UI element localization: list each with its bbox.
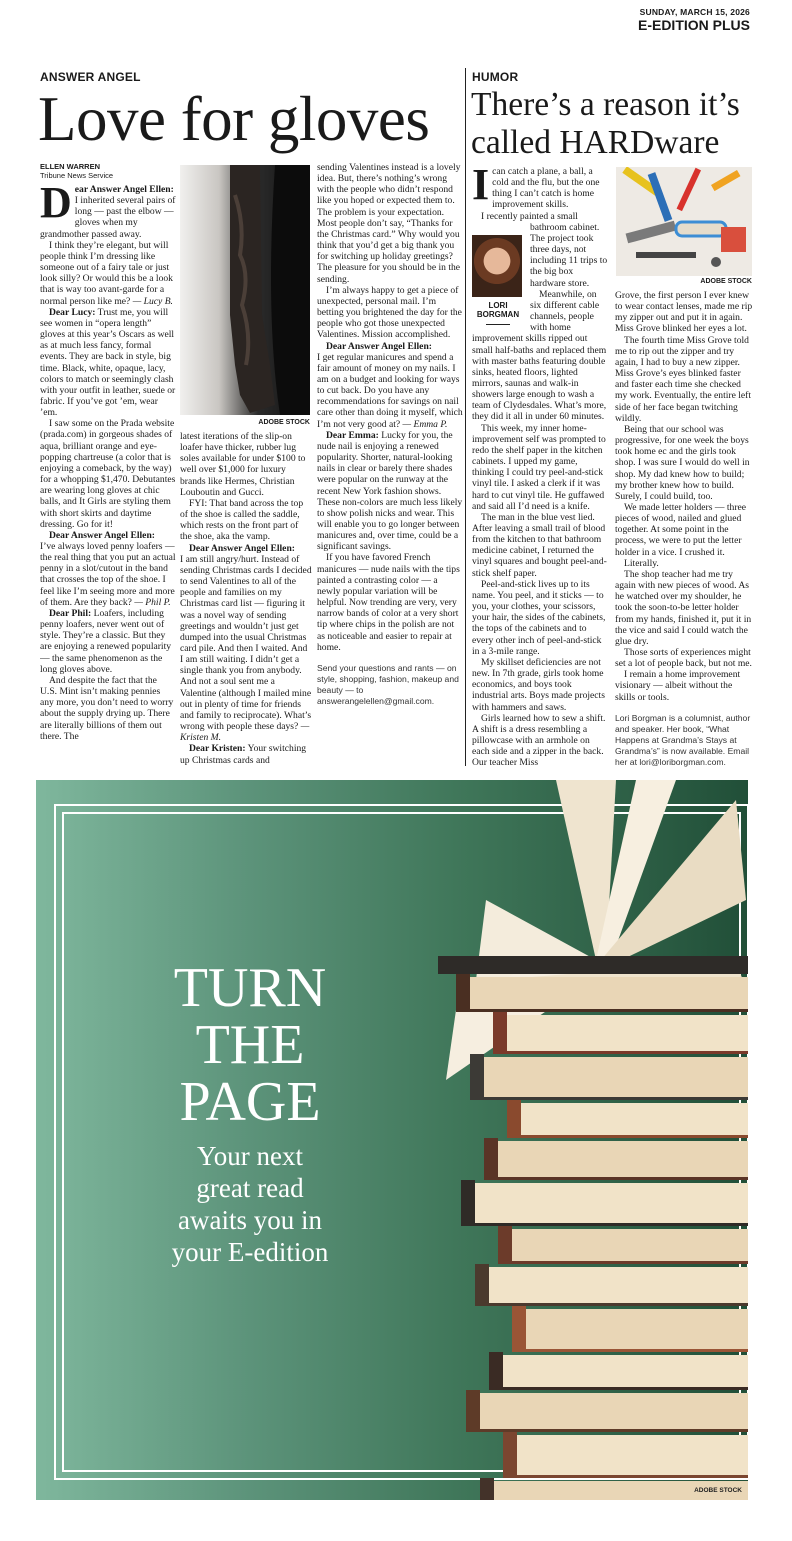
paragraph-text: I remain a home improvement visionary — albeit without the skills or tools. bbox=[615, 669, 741, 703]
headline-line: There’s a reason it’s bbox=[471, 86, 740, 123]
paragraph-text: Girls learned how to sew a shift. A shift is a dress resembling a pillowcase with an armhole on each side and a zipper in the back. Our teacher Miss bbox=[472, 712, 606, 768]
paragraph-text: I am still angry/hurt. Instead of sending Christmas cards I decided to send Valentines to all of the people and families on my Christmas card list — figuring it was a novel way of sending greetings and wouldn’t just get dumped into the usual Christmas card pile. And then I waited. And I am still waiting. I didn’t get a single thank you from anybody. And not a soul sent me a Valentine (although I mailed mine out in plenty of time for friends and family to reciprocate). What’s wrong with people these days? bbox=[180, 553, 312, 733]
paragraph-text: Lucky for you, the nude nail is enjoying a renewed popularity. Shorter, natural-looking nails in clear or barely there shades were popular on the runway at the recent New York fashion shows. These non-colors are much less likely to show polish nicks and wear. This will enable you to go longer between manicures and, over time, could be a significant savings. bbox=[317, 429, 463, 553]
paragraph bbox=[40, 240, 176, 307]
book-spine bbox=[480, 1478, 494, 1500]
book-cover bbox=[489, 1387, 748, 1390]
paragraph bbox=[472, 657, 609, 713]
ad-subtitle-line: your E-edition bbox=[171, 1237, 329, 1267]
paragraph-text: I inherited several pairs of long — past the elbow — gloves when my grandmother passed away. bbox=[40, 195, 176, 240]
photo-credit: ADOBE STOCK bbox=[700, 278, 752, 285]
paragraph-text: latest iterations of the slip-on loafer have thicker, rubber lug soles available for under $100 to well over $1,000 for luxury brands like Hermes, Christian Louboutin and Gucci. bbox=[180, 431, 306, 498]
left-headline: Love for gloves bbox=[38, 84, 430, 154]
author-photo bbox=[472, 235, 522, 297]
byline-org: Tribune News Service bbox=[40, 171, 114, 180]
column-text bbox=[180, 431, 312, 766]
book-cover bbox=[493, 1051, 748, 1054]
column-text bbox=[472, 166, 609, 211]
question-lead: Dear Answer Angel Ellen: bbox=[189, 542, 295, 554]
paragraph bbox=[615, 424, 753, 502]
book-pages bbox=[480, 1393, 748, 1429]
paragraph bbox=[615, 290, 753, 335]
left-column-1 bbox=[40, 162, 176, 768]
paragraph bbox=[615, 335, 753, 424]
right-kicker: HUMOR bbox=[472, 70, 519, 84]
book-cover bbox=[484, 1177, 748, 1180]
book-spine bbox=[512, 1306, 526, 1352]
right-column-5 bbox=[615, 290, 753, 768]
paragraph bbox=[472, 166, 609, 211]
paragraph bbox=[180, 543, 312, 744]
headline-line: called HARDware bbox=[471, 124, 720, 161]
question-lead: Dear Phil: bbox=[49, 607, 92, 619]
question-lead: Dear Emma: bbox=[326, 429, 379, 441]
question-lead: Dear Answer Angel Ellen: bbox=[49, 529, 155, 541]
book-cover bbox=[503, 1475, 748, 1478]
signature: — Phil P. bbox=[134, 596, 171, 608]
book-cover bbox=[475, 1303, 748, 1306]
paragraph-text: I think they’re elegant, but will people think I’m dressing like someone out of a fairy tale or just look silly? Or would this be a look that is way too avant-garde for a normal person like me? bbox=[40, 239, 173, 307]
paragraph-text: Peel-and-stick lives up to its name. You peel, and it sticks — to you, your clothes, your scissors, your hair, the sides of the cabinets, the tops of the cabinets and to every other inch of peel-and-stick in a 3-mile range. bbox=[472, 578, 606, 657]
paragraph bbox=[472, 423, 609, 512]
book-spine bbox=[456, 974, 470, 1012]
book-cover bbox=[507, 1135, 748, 1138]
column-text bbox=[317, 162, 463, 653]
signature: — Lucy B. bbox=[132, 295, 173, 307]
paragraph-text: I get regular manicures and spend a fair amount of money on my nails. I am on a budget and looking for ways to cut back. Do you have any recommendations for savings on nail care other than doing it myself, which I’m not very good at? bbox=[317, 351, 463, 430]
book-pages bbox=[521, 1103, 748, 1135]
paragraph bbox=[40, 675, 176, 742]
paragraph bbox=[615, 647, 753, 669]
paragraph bbox=[317, 341, 463, 430]
paragraph-text: Trust me, you will see women in “opera length” gloves at this year’s Oscars as well as at much less fancy, formal events. They are back in style, big time. Black, white, opaque, lacy, colors to match or seemingly clash with your outfit in leather, suede or fabric. If you’ve got ’em, wear ’em. bbox=[40, 306, 176, 419]
ad-subtitle bbox=[120, 1140, 380, 1268]
book-pages bbox=[507, 1015, 748, 1051]
tools-image-icon bbox=[616, 167, 752, 276]
book-cover bbox=[461, 1223, 748, 1226]
paragraph-text: Those sorts of experiences might set a lot of people back, but not me. bbox=[615, 647, 752, 670]
paragraph bbox=[40, 307, 176, 419]
question-lead: Dear Lucy: bbox=[49, 306, 96, 318]
book-cover bbox=[466, 1429, 748, 1432]
right-headline bbox=[471, 86, 761, 162]
paragraph bbox=[472, 512, 609, 579]
paragraph-text: We made letter holders — three pieces of wood, nailed and glued together. At some point in the process, we were to put the letter holder in a vice. I crushed it. bbox=[615, 501, 747, 558]
signature: — Emma P. bbox=[402, 418, 448, 430]
author-name bbox=[472, 301, 524, 319]
left-kicker: ANSWER ANGEL bbox=[40, 70, 141, 84]
ad-subtitle-line: awaits you in bbox=[178, 1205, 322, 1235]
author-first: LORI bbox=[488, 300, 508, 310]
ad-title-line: PAGE bbox=[179, 1071, 321, 1133]
author-tagline: Lori Borgman is a columnist, author and speaker. Her book, “What Happens at Grandma’s Stays at Grandma’s” is now available. Email her at lori@loriborgman.com. bbox=[615, 712, 751, 767]
book-pages bbox=[489, 1267, 748, 1303]
book-cover bbox=[470, 1097, 748, 1100]
paragraph bbox=[40, 530, 176, 608]
book-spine bbox=[498, 1226, 512, 1264]
left-column-3 bbox=[317, 162, 463, 768]
paragraph bbox=[180, 498, 312, 543]
column-text bbox=[615, 290, 753, 703]
book-cover bbox=[512, 1349, 748, 1352]
paragraph-text: I recently painted a small bathroom cabinet. The project took three days, not including 11 trips to the big box hardware store. bbox=[481, 210, 608, 289]
book-spine bbox=[470, 1054, 484, 1100]
tools-photo bbox=[616, 167, 752, 276]
book-pages bbox=[484, 1057, 748, 1097]
book-cover bbox=[498, 1261, 748, 1264]
ad-subtitle-line: great read bbox=[196, 1173, 304, 1203]
paragraph-text: can catch a plane, a ball, a cold and the flu, but the one thing I can’t catch is home improvement skills. bbox=[492, 166, 600, 211]
ad-title bbox=[120, 957, 380, 1133]
paragraph-text: sending Valentines instead is a lovely idea. But, there’s nothing’s wrong with the people who didn’t respond like you hoped or expected them to. The problem is your expectation. Most people don’t say, “Thanks for the Christmas card.” Why would you think that you’d get a big thank you for switching up holiday greetings? The pleasure for you should be in the sending. bbox=[317, 162, 461, 285]
author-photo-block bbox=[472, 235, 524, 325]
paragraph bbox=[615, 558, 753, 569]
paragraph bbox=[472, 579, 609, 657]
book-spine bbox=[461, 1180, 475, 1226]
book-pages bbox=[526, 1309, 748, 1349]
e-edition-ad[interactable] bbox=[36, 780, 748, 1500]
book-pages bbox=[503, 1355, 748, 1387]
book-stack-icon bbox=[436, 780, 748, 1500]
divider bbox=[486, 324, 510, 325]
paragraph bbox=[40, 608, 176, 675]
contact-tagline: Send your questions and rants — on style, shopping, fashion, makeup and beauty — to answerangelellen@gmail.com. bbox=[317, 662, 459, 706]
paragraph-text: The fourth time Miss Grove told me to rip out the zipper and try again, I had to buy a new zipper. Miss Grove’s eyes blinked faster and faster each time she checked my work. Eventually, the entire left side of her face began twitching wildly. bbox=[615, 334, 752, 424]
book-pages bbox=[475, 1183, 748, 1223]
paragraph bbox=[40, 418, 176, 530]
paragraph-text: I’m always happy to get a piece of unexpected, personal mail. I’m betting you brightened the day for the people who got those unexpected Valentines. Mission accomplished. bbox=[317, 284, 462, 341]
glove-image-icon bbox=[180, 165, 310, 415]
paragraph-text: I saw some on the Prada website (prada.com) in gorgeous shades of aqua, brilliant orange and eye-popping chartreuse (a color that is enjoying a comeback, by the way) for a whopping $1,470. Debutantes are wearing long gloves at chic balls, and It Girls are styling them with short skirts and daytime dressing. Go for it! bbox=[40, 418, 176, 530]
paragraph-text: The man in the blue vest lied. After leaving a small trail of blood from the kitchen to that bathroom medicine cabinet, I returned the vinyl squares and bought peel-and-stick shelf paper. bbox=[472, 511, 607, 579]
book-pages bbox=[512, 1229, 748, 1261]
paragraph bbox=[180, 743, 312, 765]
paragraph-text: FYI: That band across the top of the shoe is called the saddle, which rests on the front part of the shoe, aka the vamp. bbox=[180, 497, 304, 543]
book-pages bbox=[498, 1141, 748, 1177]
book-pages bbox=[517, 1435, 748, 1475]
gloves-photo bbox=[180, 165, 310, 415]
paragraph bbox=[180, 431, 312, 498]
book-cover bbox=[456, 1009, 748, 1012]
paragraph-text: Being that our school was progressive, for one week the boys took home ec and the girls took shop. I was sure I would do well in shop. My dad knew how to build; my brother knew how to build. Surely, I could build, too. bbox=[615, 423, 750, 502]
book-spine bbox=[484, 1138, 498, 1180]
paragraph-text: If you have favored French manicures — nude nails with the tips painted a contrasting color — a newly popular variation will be helpful. Now trending are very, very narrow bands of color at a very short tip where chips in the polish are not as noticeable and easier to repair at home. bbox=[317, 552, 460, 653]
paragraph-text: Your switching up Christmas cards and bbox=[180, 743, 307, 766]
byline bbox=[40, 162, 176, 180]
paragraph bbox=[40, 178, 176, 240]
column-text bbox=[40, 178, 176, 742]
paragraph-text: My skillset deficiencies are not new. In 7th grade, girls took home economics, and boys took industrial arts. Boys made projects with hammers and saws. bbox=[472, 656, 605, 713]
book-spine bbox=[466, 1390, 480, 1432]
paragraph-text: And despite the fact that the U.S. Mint isn’t making pennies any more, you don’t need to worry about the supply drying up. There are literally billions of them out there. The bbox=[40, 674, 174, 742]
ad-title-line: THE bbox=[195, 1014, 305, 1076]
drop-cap: I bbox=[472, 166, 490, 209]
paragraph bbox=[472, 713, 609, 768]
paragraph bbox=[317, 285, 463, 341]
paragraph bbox=[615, 502, 753, 558]
book-spine bbox=[507, 1100, 521, 1138]
paragraph bbox=[317, 430, 463, 553]
right-column-4 bbox=[472, 166, 609, 768]
byline-author: ELLEN WARREN bbox=[40, 162, 100, 171]
question-lead: Dear Kristen: bbox=[189, 743, 246, 755]
question-lead: Dear Answer Angel Ellen: bbox=[326, 340, 432, 352]
drop-cap: D bbox=[40, 178, 72, 227]
section-title: E-EDITION PLUS bbox=[637, 17, 750, 33]
photo-credit: ADOBE STOCK bbox=[258, 419, 310, 426]
book-spine bbox=[489, 1352, 503, 1390]
paragraph-text: I’ve always loved penny loafers — the real thing that you put an actual penny in a slot/cutout in the band that crosses the top of the shoe. I feel like I’m seeing more and more of them. Are they back? bbox=[40, 541, 176, 608]
paragraph-text: This week, my inner home-improvement self was prompted to redo the shelf paper in the kitchen cabinets. I upped my game, thinking I could try peel-and-stick vinyl tile. I asked a clerk if it was hard to cut vinyl tile. He guffawed and said all I’d need is a knife. bbox=[472, 422, 606, 512]
book-spine bbox=[475, 1264, 489, 1306]
issue-date: SUNDAY, MARCH 15, 2026 bbox=[639, 7, 750, 17]
book-pages bbox=[470, 977, 748, 1009]
author-last: BORGMAN bbox=[476, 309, 520, 319]
book-spine bbox=[503, 1432, 517, 1478]
photo-credit: ADOBE STOCK bbox=[694, 1487, 742, 1494]
paragraph-text: Grove, the first person I ever knew to wear contact lenses, made me rip my zipper out and put it in again. Miss Grove blinked her eyes a lot. bbox=[615, 290, 753, 335]
book-spine bbox=[493, 1012, 507, 1054]
paragraph bbox=[317, 552, 463, 652]
paragraph-text: The shop teacher had me try again with new pieces of wood. As he watched over my shoulder, he took the soon-to-be letter holder from my hands, finished it, put it in the vice and said I could watch the glue dry. bbox=[615, 568, 752, 647]
paragraph bbox=[615, 569, 753, 647]
paragraph bbox=[615, 669, 753, 702]
question-lead: ear Answer Angel Ellen: bbox=[74, 184, 174, 195]
paragraph-text: Literally. bbox=[624, 557, 659, 569]
column-divider bbox=[465, 68, 466, 766]
ad-title-line: TURN bbox=[173, 957, 327, 1019]
paragraph-text: Loafers, including penny loafers, never went out of style. They’re a classic. But they are enjoying a renewed popularity — the same phenomenon as the long gloves above. bbox=[40, 607, 172, 675]
ad-subtitle-line: Your next bbox=[196, 1141, 304, 1171]
left-column-2 bbox=[180, 431, 312, 768]
signature: — Kristen M. bbox=[180, 721, 310, 744]
paragraph-text: Meanwhile, on six different cable channels, people with home improvement skills ripped out small half-baths and replaced them with master baths featuring double sinks, heated floors, lighted mirrors, saunas and walk-in showers large enough to wash a team of Clydesdales. What’s more, they did it all in under 60 minutes. bbox=[472, 288, 607, 423]
paragraph bbox=[317, 162, 463, 285]
